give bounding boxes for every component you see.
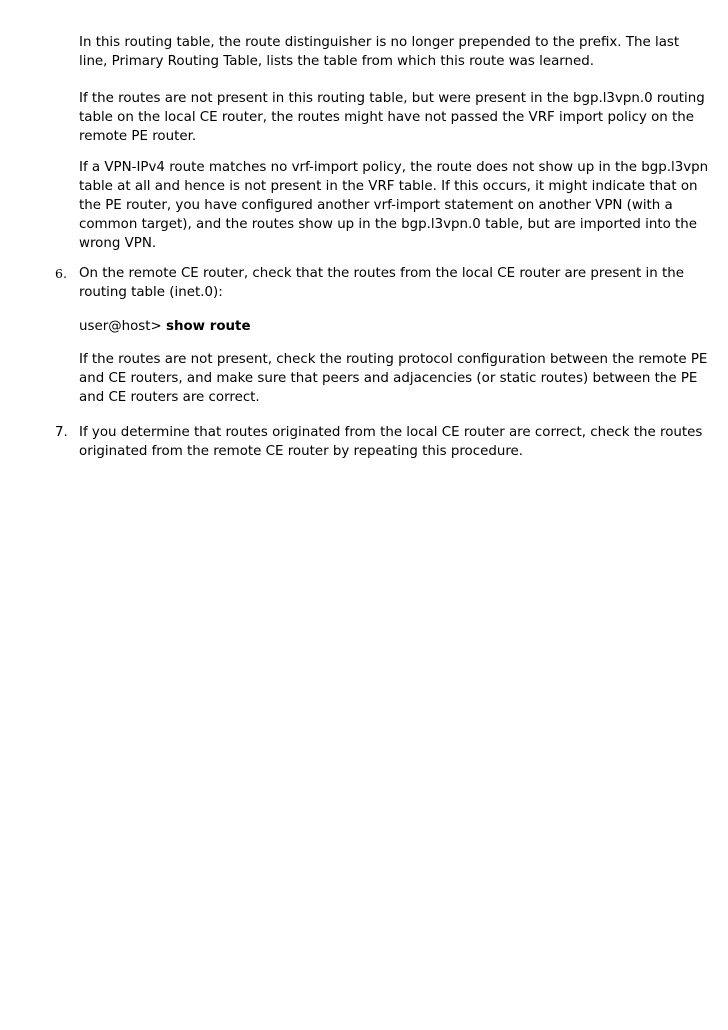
command-show-route: show route (165, 319, 251, 334)
step-6-note: If the routes are not present, check the routing protocol configuration between the remote PE and CE routers, and make sure that peers and adjacencies (or static routes) between the PE and CE routers are correct. (79, 352, 708, 405)
step-7-text: If you determine that routes originated from the local CE router are correct, check the routes originated from the remote CE router by repeating this procedure. (79, 425, 703, 459)
step-6-text: On the remote CE router, check that the routes from the local CE router are present in the routing table (inet.0): (79, 266, 684, 300)
step-7-number: 7. (55, 425, 68, 440)
paragraph-primary-routing-table: In this routing table, the route distinguisher is no longer prepended to the prefix. The last line, Primary Routing Table, lists the table from which this route was learned. (79, 35, 680, 69)
paragraph-no-vrf-import-match: If a VPN-IPv4 route matches no vrf-import policy, the route does not show up in the bgp.l3vpn table at all and hence is not present in the VRF table. If this occurs, it might indicate that on the PE router, you have configured another vrf-import statement on another VPN (with a common target), and the routes show up in the bgp.l3vpn.0 table, but are imported into the wrong VPN. (79, 160, 709, 251)
step-6-number: 6. (55, 266, 67, 281)
paragraph-vrf-import-policy: If the routes are not present in this routing table, but were present in the bgp.l3vpn.0 routing table on the local CE router, the routes might have not passed the VRF import policy on the remote PE router. (79, 91, 705, 144)
command-prompt: user@host> (79, 319, 166, 334)
step-6-command-line (79, 317, 709, 336)
